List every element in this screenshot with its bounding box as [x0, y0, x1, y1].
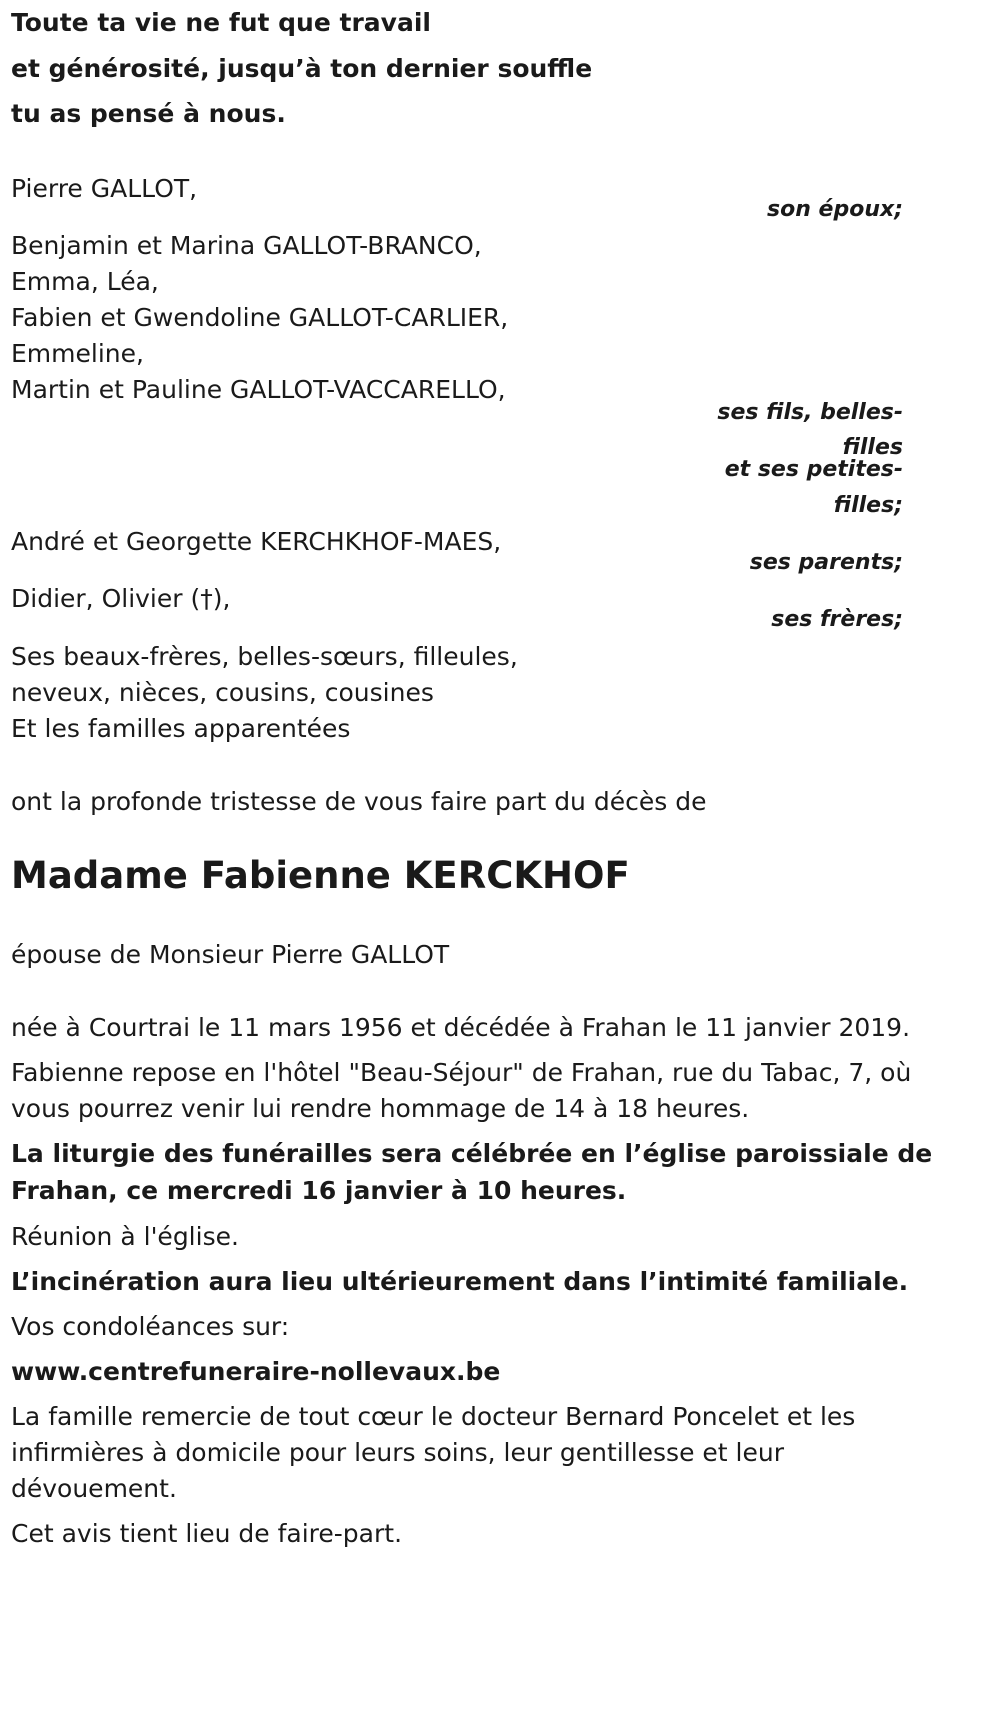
children-relation-3: et ses petites- — [724, 457, 903, 482]
deceased-name: Madame Fabienne KERCKHOF — [11, 854, 630, 897]
closing-line: Cet avis tient lieu de faire-part. — [11, 1519, 403, 1548]
child-line-5: Martin et Pauline GALLOT-VACCARELLO, — [11, 375, 506, 404]
website-link[interactable]: www.centrefuneraire-nollevaux.be — [11, 1357, 501, 1386]
thanks-line-1: La famille remercie de tout cœur le docteur Bernard Poncelet et les — [11, 1402, 856, 1431]
children-relation-2: filles — [842, 435, 903, 460]
brothers-relation: ses frères; — [771, 607, 903, 632]
husband-relation: son époux; — [767, 197, 903, 222]
spouse-line: épouse de Monsieur Pierre GALLOT — [11, 940, 450, 969]
repose-line-2: vous pourrez venir lui rendre hommage de 14 à 18 heures. — [11, 1094, 750, 1123]
child-line-4: Emmeline, — [11, 339, 144, 368]
brothers-name: Didier, Olivier (†), — [11, 584, 231, 613]
meeting-line: Réunion à l'église. — [11, 1222, 239, 1251]
child-line-2: Emma, Léa, — [11, 267, 159, 296]
repose-line-1: Fabienne repose en l'hôtel "Beau-Séjour" de Frahan, rue du Tabac, 7, où — [11, 1058, 912, 1087]
thanks-line-2: infirmières à domicile pour leurs soins, leur gentillesse et leur — [11, 1438, 784, 1467]
epitaph-line-3: tu as pensé à nous. — [11, 99, 286, 128]
cremation-line: L’incinération aura lieu ultérieurement dans l’intimité familiale. — [11, 1267, 909, 1296]
parents-relation: ses parents; — [749, 550, 903, 575]
condolences-label: Vos condoléances sur: — [11, 1312, 290, 1341]
husband-name: Pierre GALLOT, — [11, 174, 198, 203]
others-line-1: Ses beaux-frères, belles-sœurs, filleules, — [11, 642, 518, 671]
children-relation-4: filles; — [833, 493, 903, 518]
liturgy-line-2: Frahan, ce mercredi 16 janvier à 10 heures. — [11, 1176, 627, 1205]
thanks-line-3: dévouement. — [11, 1474, 177, 1503]
announcement: ont la profonde tristesse de vous faire part du décès de — [11, 787, 707, 816]
children-relation-1: ses fils, belles- — [717, 400, 903, 425]
child-line-1: Benjamin et Marina GALLOT-BRANCO, — [11, 231, 482, 260]
epitaph-line-2: et générosité, jusqu’à ton dernier souffle — [11, 54, 593, 83]
others-line-2: neveux, nièces, cousins, cousines — [11, 678, 434, 707]
child-line-3: Fabien et Gwendoline GALLOT-CARLIER, — [11, 303, 509, 332]
liturgy-line-1: La liturgie des funérailles sera célébrée en l’église paroissiale de — [11, 1139, 933, 1168]
birth-death-line: née à Courtrai le 11 mars 1956 et décédée à Frahan le 11 janvier 2019. — [11, 1013, 911, 1042]
parents-name: André et Georgette KERCHKHOF-MAES, — [11, 527, 502, 556]
others-line-3: Et les familles apparentées — [11, 714, 351, 743]
epitaph-line-1: Toute ta vie ne fut que travail — [11, 8, 431, 37]
